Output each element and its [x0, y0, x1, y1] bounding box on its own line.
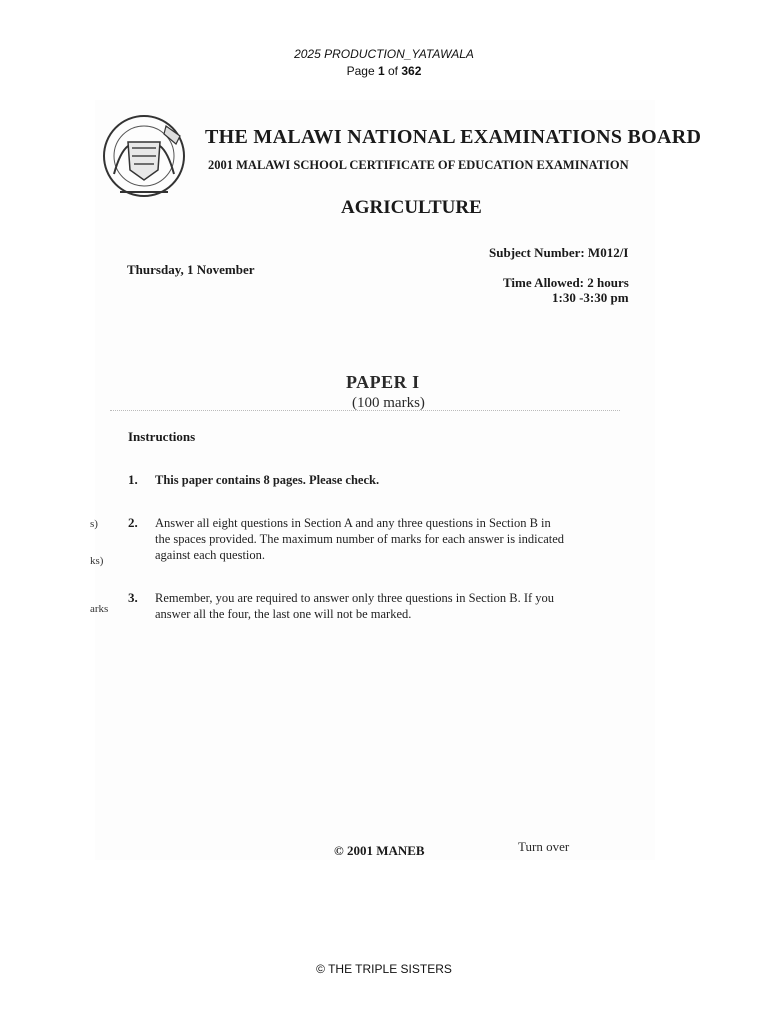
instruction-text: This paper contains 8 pages. Please check. [155, 473, 380, 487]
board-title: THE MALAWI NATIONAL EXAMINATIONS BOARD [205, 126, 702, 148]
page-total: 362 [401, 64, 422, 78]
divider [110, 410, 620, 411]
page-prefix: Page [346, 64, 375, 78]
exam-date: Thursday, 1 November [127, 262, 255, 277]
instruction-number: 1. [128, 472, 138, 487]
instructions-heading: Instructions [128, 429, 196, 444]
turn-over-note: Turn over [518, 839, 570, 854]
margin-fragment: ks) [90, 555, 104, 567]
margin-fragment: arks [90, 603, 109, 615]
paper-title: PAPER I [346, 372, 420, 392]
margin-fragment: s) [90, 518, 98, 530]
instruction-text: Remember, you are required to answer only three questions in Section B. If you answer all the four, the last one will not be marked. [155, 591, 555, 621]
footer-credit: © THE TRIPLE SISTERS [316, 962, 452, 976]
subject-number: Subject Number: M012/I [489, 245, 629, 260]
maneb-copyright: © 2001 MANEB [334, 843, 425, 858]
maneb-crest-icon [100, 112, 192, 204]
instruction-number: 2. [128, 515, 138, 530]
page-number: 1 [377, 64, 385, 78]
production-header: 2025 PRODUCTION_YATAWALA [294, 47, 474, 61]
page-counter [0, 64, 768, 78]
paper-marks: (100 marks) [352, 395, 425, 411]
instruction-text: Answer all eight questions in Section A and any three questions in Section B in the spaces provided. The maximum number of marks for each answer is indicated against each question. [155, 516, 565, 562]
exam-title: 2001 MALAWI SCHOOL CERTIFICATE OF EDUCATION EXAMINATION [208, 158, 629, 172]
instruction-number: 3. [128, 590, 138, 605]
time-allowed: Time Allowed: 2 hours [503, 275, 629, 290]
page-of: of [388, 64, 399, 78]
subject-title: AGRICULTURE [341, 197, 482, 218]
time-range: 1:30 -3:30 pm [552, 290, 629, 305]
